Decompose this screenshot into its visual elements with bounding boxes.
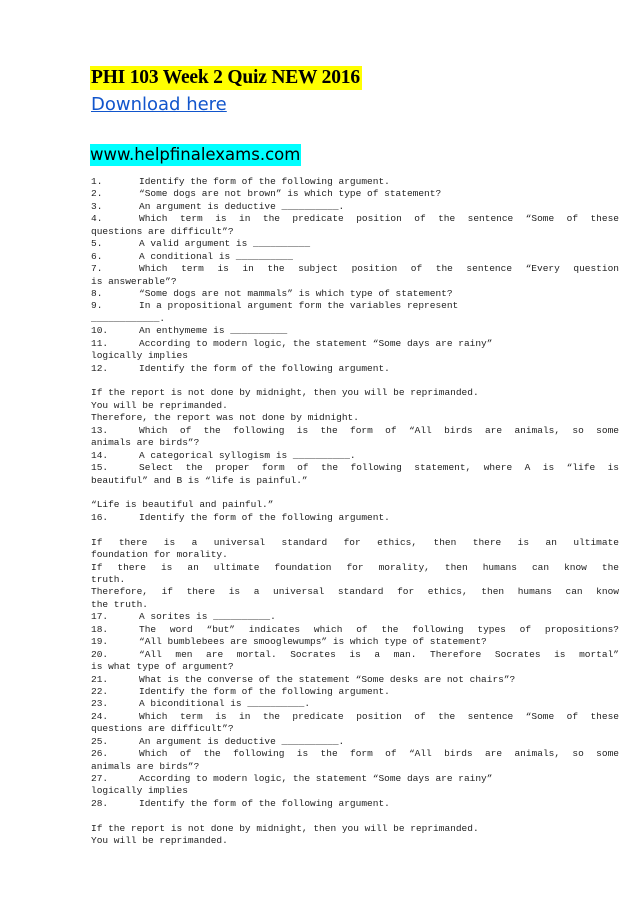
question-line <box>91 698 619 710</box>
question-line <box>91 263 619 275</box>
text-line: is answerable”? <box>91 275 177 287</box>
question-number: 18. <box>91 623 109 635</box>
text-line: Therefore, the report was not done by midnight. <box>91 412 359 424</box>
question-text: Which of the following is the form of “All birds are animals, so some <box>139 748 619 760</box>
question-number: 22. <box>91 685 109 697</box>
question-text: An argument is deductive __________. <box>139 735 345 747</box>
question-number: 7. <box>91 263 103 275</box>
quiz-question-list <box>91 176 619 848</box>
text-line: If the report is not done by midnight, then you will be reprimanded. <box>91 822 479 834</box>
question-line <box>91 686 619 698</box>
question-line <box>91 462 619 474</box>
question-number: 4. <box>91 213 103 225</box>
question-number: 14. <box>91 449 109 461</box>
question-text: Select the proper form of the following statement, where A is “life is <box>139 462 619 474</box>
website-link[interactable]: www.helpfinalexams.com <box>90 145 301 164</box>
question-number: 1. <box>91 176 103 187</box>
question-text: A sorites is __________. <box>139 611 276 623</box>
text-line: animals are birds”? <box>91 760 200 772</box>
question-number: 11. <box>91 337 109 349</box>
question-number: 6. <box>91 250 103 262</box>
question-text: Identify the form of the following argument. <box>139 685 390 697</box>
question-text: In a propositional argument form the variables represent <box>139 300 459 312</box>
question-number: 16. <box>91 511 109 523</box>
text-line: If the report is not done by midnight, then you will be reprimanded. <box>91 387 479 399</box>
question-line <box>91 238 619 250</box>
question-text: According to modern logic, the statement “Some days are rainy” <box>139 773 493 784</box>
question-text: A valid argument is __________ <box>139 238 311 250</box>
question-line <box>91 736 619 748</box>
question-text: What is the converse of the statement “Some desks are not chairs”? <box>139 673 516 685</box>
question-line <box>91 425 619 437</box>
blank-line <box>91 524 619 536</box>
question-number: 21. <box>91 673 109 685</box>
question-line <box>91 213 619 225</box>
question-number: 5. <box>91 238 103 250</box>
question-number: 17. <box>91 611 109 623</box>
question-text: “Some dogs are not brown” is which type of statement? <box>139 188 442 200</box>
question-number: 25. <box>91 735 109 747</box>
question-text: Which term is in the subject position of the sentence “Every question <box>139 263 619 275</box>
question-line <box>91 188 619 200</box>
question-text: Which term is in the predicate position of the sentence “Some of these <box>139 710 619 722</box>
text-line: ____________. <box>91 312 166 324</box>
question-text: “All bumblebees are smooglewumps” is which type of statement? <box>139 636 487 648</box>
text-line: is what type of argument? <box>91 661 234 673</box>
question-number: 20. <box>91 648 109 660</box>
question-line <box>91 325 619 337</box>
question-number: 15. <box>91 462 109 474</box>
question-text: “All men are mortal. Socrates is a man. Therefore Socrates is mortal” <box>139 648 619 660</box>
text-line: “Life is beautiful and painful.” <box>91 499 274 511</box>
text-line: If there is an ultimate foundation for morality, then humans can know the <box>91 561 619 573</box>
question-text: Identify the form of the following argument. <box>139 511 390 523</box>
question-line <box>91 649 619 661</box>
question-number: 2. <box>91 188 103 200</box>
text-line: logically implies <box>91 350 188 362</box>
text-line: animals are birds”? <box>91 437 200 449</box>
question-line <box>91 363 619 375</box>
question-line <box>91 450 619 462</box>
blank-line <box>91 487 619 499</box>
question-text: A categorical syllogism is __________. <box>139 449 356 461</box>
question-number: 10. <box>91 325 109 337</box>
question-number: 26. <box>91 748 109 760</box>
question-text: “Some dogs are not mammals” is which type of statement? <box>139 287 453 299</box>
question-number: 28. <box>91 797 109 809</box>
question-line <box>91 798 619 810</box>
question-line <box>91 300 619 312</box>
text-line: the truth. <box>91 598 149 610</box>
text-line: Therefore, if there is a universal standard for ethics, then humans can know <box>91 586 619 598</box>
question-line <box>91 512 619 524</box>
question-line <box>91 711 619 723</box>
question-line <box>91 624 619 636</box>
question-text: According to modern logic, the statement “Some days are rainy” <box>139 337 493 349</box>
question-number: 9. <box>91 300 103 312</box>
text-line: truth. <box>91 574 126 585</box>
question-text: Identify the form of the following argument. <box>139 362 390 374</box>
question-number: 8. <box>91 287 103 299</box>
question-line <box>91 251 619 263</box>
text-line: logically implies <box>91 785 188 797</box>
question-number: 3. <box>91 200 103 212</box>
question-line <box>91 611 619 623</box>
question-number: 13. <box>91 424 109 436</box>
text-line: You will be reprimanded. <box>91 399 228 411</box>
question-text: An argument is deductive __________. <box>139 200 345 212</box>
question-number: 12. <box>91 362 109 374</box>
question-line <box>91 338 619 350</box>
text-line: If there is a universal standard for ethics, then there is an ultimate <box>91 536 619 548</box>
question-number: 19. <box>91 636 109 648</box>
question-text: Which term is in the predicate position of the sentence “Some of these <box>139 213 619 225</box>
question-number: 27. <box>91 773 109 784</box>
text-line: questions are difficult”? <box>91 723 234 735</box>
question-line <box>91 748 619 760</box>
question-line <box>91 288 619 300</box>
question-line <box>91 176 619 188</box>
question-line <box>91 636 619 648</box>
question-text: Which of the following is the form of “All birds are animals, so some <box>139 424 619 436</box>
question-text: A conditional is __________ <box>139 250 293 262</box>
blank-line <box>91 375 619 387</box>
document-title: PHI 103 Week 2 Quiz NEW 2016 <box>91 67 360 88</box>
text-line: questions are difficult”? <box>91 225 234 237</box>
question-text: Identify the form of the following argument. <box>139 176 390 187</box>
text-line: You will be reprimanded. <box>91 835 228 847</box>
text-line: beautiful” and B is “life is painful.” <box>91 474 308 486</box>
question-line <box>91 201 619 213</box>
question-line <box>91 773 619 785</box>
question-number: 24. <box>91 710 109 722</box>
question-number: 23. <box>91 698 109 710</box>
question-text: A biconditional is __________. <box>139 698 311 710</box>
question-text: Identify the form of the following argument. <box>139 797 390 809</box>
question-text: An enthymeme is __________ <box>139 325 288 337</box>
blank-line <box>91 810 619 822</box>
text-line: foundation for morality. <box>91 549 228 561</box>
question-text: The word “but” indicates which of the following types of propositions? <box>139 623 619 635</box>
question-line <box>91 674 619 686</box>
download-link[interactable]: Download here <box>91 94 227 115</box>
